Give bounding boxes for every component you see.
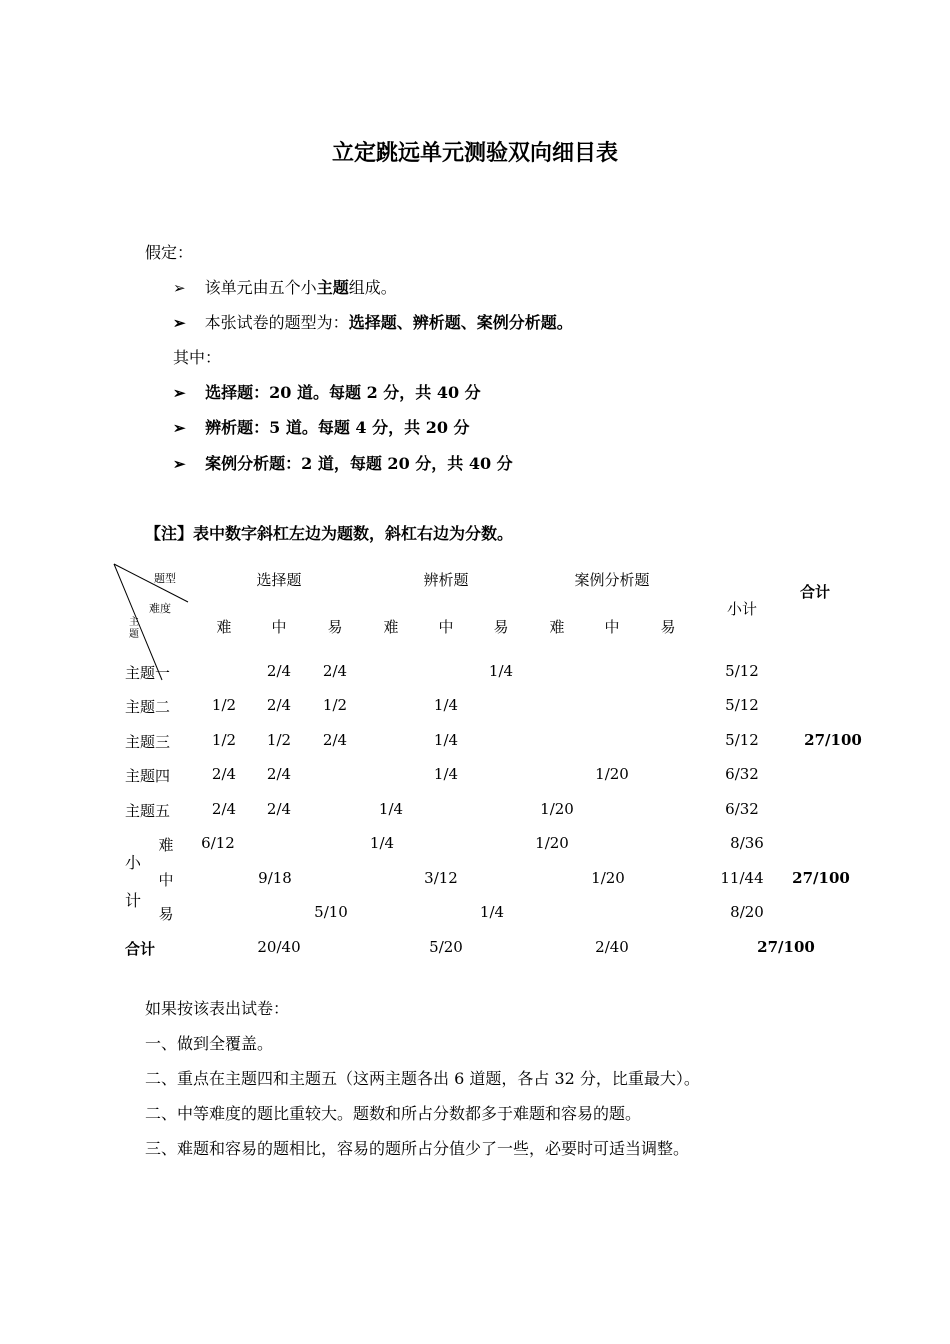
subtotal-row-label: 计	[125, 891, 142, 910]
topic-cell: 1/2	[266, 731, 292, 749]
total-cell: 5/20	[429, 938, 463, 956]
bullet-item: ➢ 本张试卷的题型为：选择题、辨析题、案例分析题。	[173, 313, 573, 332]
topic-cell: 2/4	[211, 800, 237, 818]
topic-subtotal: 6/32	[725, 765, 759, 783]
grand-total: 27/100	[757, 938, 815, 956]
arrow-bullet-icon: ➢	[173, 314, 186, 332]
topic-cell: 2/4	[322, 662, 348, 680]
level-header: 难	[549, 618, 565, 636]
topic-cell: 1/4	[378, 800, 404, 818]
topic-row-label: 主题二	[125, 698, 171, 716]
topic-cell: 1/20	[595, 765, 629, 783]
level-row-label: 难	[158, 836, 174, 854]
subtotal-header: 小计	[726, 600, 758, 618]
topic-cell: 2/4	[266, 800, 292, 818]
topic-row-label: 主题一	[125, 664, 171, 682]
level-header: 中	[604, 618, 620, 636]
corner-type-label: 题型	[154, 572, 176, 585]
level-header: 易	[493, 618, 509, 636]
level-header: 易	[327, 618, 343, 636]
level-cell: 1/4	[479, 903, 505, 921]
level-cell: 3/12	[424, 869, 458, 887]
level-header: 难	[383, 618, 399, 636]
level-row-label: 易	[158, 905, 174, 923]
topic-cell: 2/4	[322, 731, 348, 749]
subtotal-row-label: 小	[125, 853, 142, 872]
topic-subtotal: 6/32	[725, 800, 759, 818]
topic-cell: 1/4	[433, 696, 459, 714]
topic-cell: 1/2	[322, 696, 348, 714]
topic-subtotal: 5/12	[725, 662, 759, 680]
assumption-label: 假定：	[145, 243, 194, 262]
topic-cell: 1/2	[211, 731, 237, 749]
level-header: 易	[660, 618, 676, 636]
total-row-label: 合计	[125, 940, 156, 958]
conclusion-item: 二、中等难度的题比重较大。题数和所占分数都多于难题和容易的题。	[145, 1104, 642, 1123]
level-header: 中	[438, 618, 454, 636]
conclusion-item: 二、重点在主题四和主题五（这两主题各出 6 道题，各占 32 分，比重最大）。	[145, 1069, 700, 1088]
topic-cell: 2/4	[211, 765, 237, 783]
level-cell: 5/10	[314, 903, 348, 921]
total-cell: 2/40	[595, 938, 629, 956]
page-title: 立定跳远单元测验双向细目表	[331, 141, 618, 166]
conclusion-item: 三、难题和容易的题相比，容易的题所占分值少了一些，必要时可适当调整。	[145, 1139, 690, 1158]
bullet-item: ➢ 案例分析题：2 道，每题 20 分，共 40 分	[173, 454, 513, 473]
among-label: 其中：	[173, 348, 222, 367]
arrow-bullet-icon: ➢	[173, 455, 186, 473]
level-row-label: 中	[158, 871, 174, 889]
conclusion-item: 一、做到全覆盖。	[145, 1034, 274, 1053]
level-cell: 9/18	[258, 869, 292, 887]
topic-cell: 1/4	[433, 765, 459, 783]
topic-row-label: 主题三	[125, 733, 171, 751]
bullet-item: ➢ 该单元由五个小主题组成。	[173, 278, 397, 297]
group-header-discrimination: 辨析题	[423, 571, 469, 589]
group-header-case: 案例分析题	[574, 571, 650, 589]
arrow-bullet-icon: ➢	[173, 384, 186, 402]
level-subtotal: 8/36	[730, 834, 764, 852]
topic-cell: 2/4	[266, 696, 292, 714]
corner-topic-label: 题	[129, 629, 139, 640]
level-cell: 1/20	[591, 869, 625, 887]
topic-row-label: 主题四	[125, 767, 171, 785]
level-cell: 6/12	[201, 834, 235, 852]
topic-subtotal: 5/12	[725, 696, 759, 714]
total-cell: 20/40	[257, 938, 301, 956]
level-header: 难	[216, 618, 232, 636]
topic-cell: 1/4	[488, 662, 514, 680]
level-subtotal: 8/20	[730, 903, 764, 921]
arrow-bullet-icon: ➢	[173, 419, 186, 437]
total-header: 合计	[799, 583, 831, 601]
corner-difficulty-label: 难度	[149, 602, 171, 615]
level-cell: 1/4	[369, 834, 395, 852]
bullet-item: ➢ 辨析题：5 道。每题 4 分，共 20 分	[173, 418, 470, 437]
note: 【注】表中数字斜杠左边为题数，斜杠右边为分数。	[145, 524, 514, 543]
topic-cell: 2/4	[266, 765, 292, 783]
levels-total: 27/100	[792, 869, 850, 887]
topic-cell: 1/20	[540, 800, 574, 818]
corner-topic-label: 主	[129, 617, 139, 628]
level-header: 中	[271, 618, 287, 636]
bullet-item: ➢ 选择题：20 道。每题 2 分，共 40 分	[173, 383, 481, 402]
topic-row-label: 主题五	[125, 802, 171, 820]
topic-cell: 1/2	[211, 696, 237, 714]
group-header-choice: 选择题	[256, 571, 302, 589]
topic-cell: 1/4	[433, 731, 459, 749]
topic-subtotal: 5/12	[725, 731, 759, 749]
conclusion-intro: 如果按该表出试卷：	[145, 999, 290, 1018]
topic-cell: 2/4	[266, 662, 292, 680]
level-cell: 1/20	[535, 834, 569, 852]
level-subtotal: 11/44	[720, 869, 764, 887]
topics-total: 27/100	[804, 731, 862, 749]
arrow-bullet-icon: ➢	[173, 279, 186, 297]
